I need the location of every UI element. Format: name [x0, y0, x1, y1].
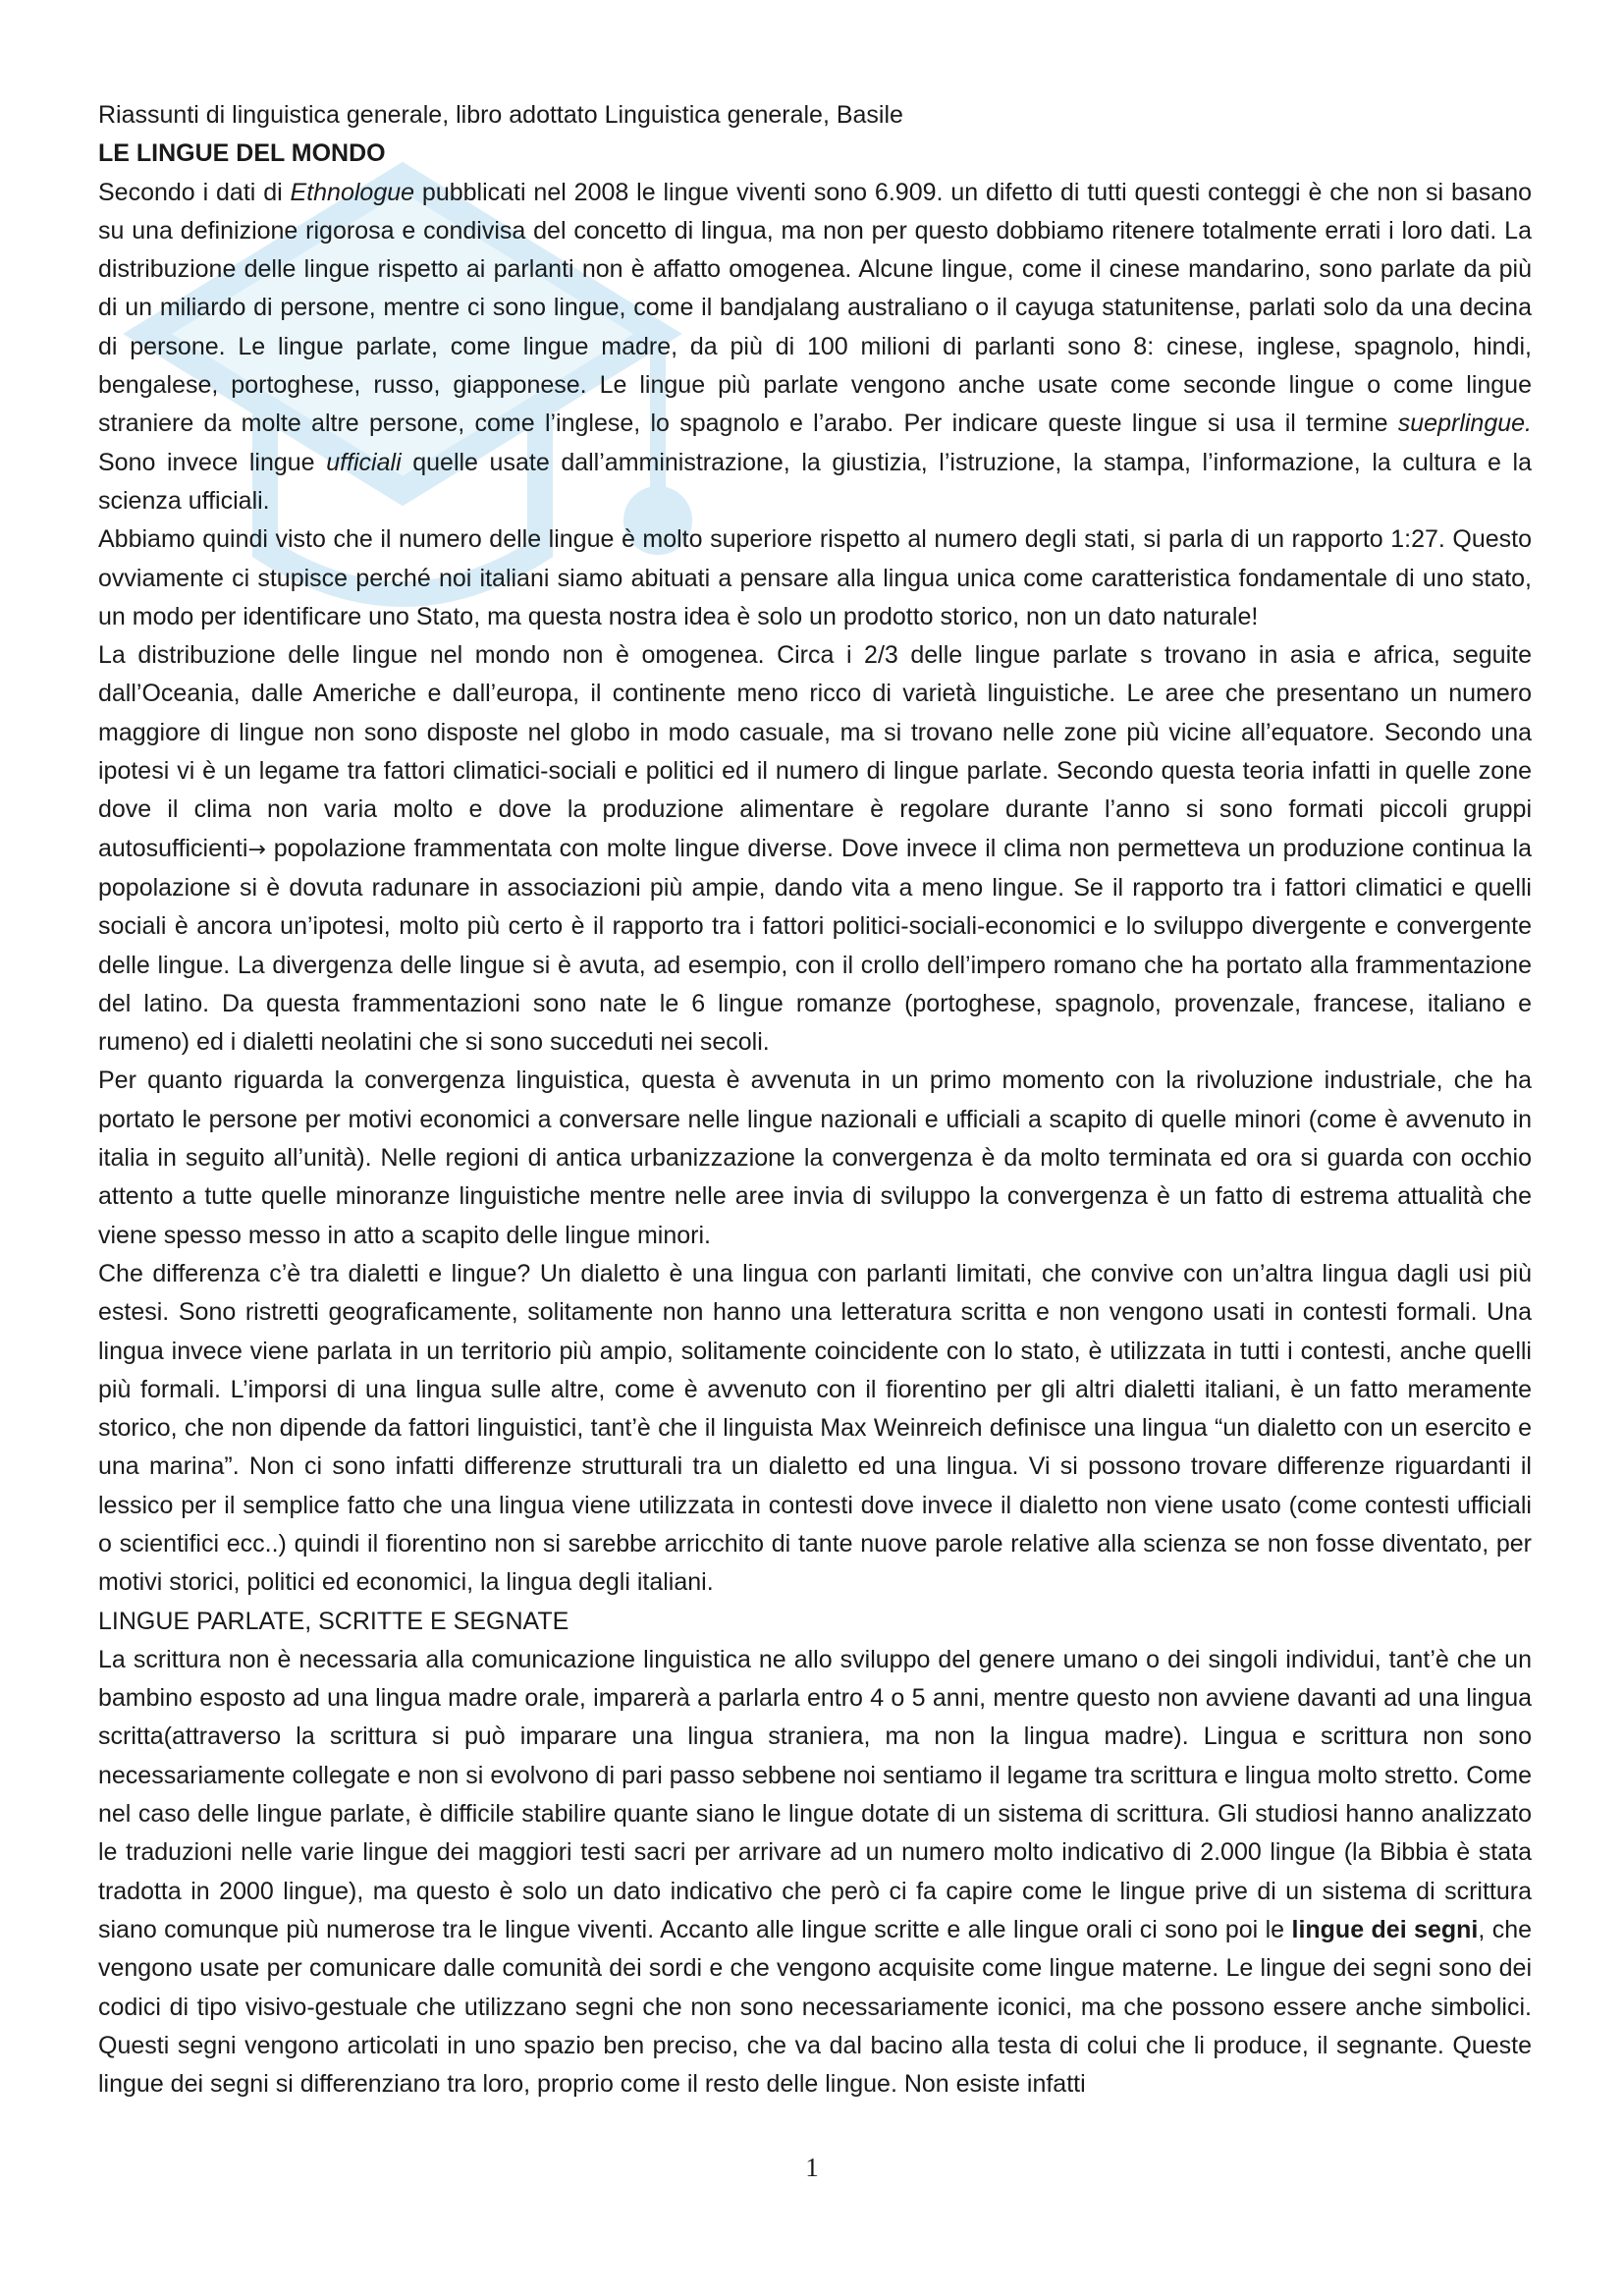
- paragraph-5: Che differenza c’è tra dialetti e lingue? Un dialetto è una lingua con parlanti limitati, che convive con un’altra lingua dagli usi più estesi. Sono ristretti geograficamente, solitamente non hanno una letteratura scritta e non vengono usati in contesti formali. Una lingua invece viene parlata in un territorio più ampio, solitamente coincidente con lo stato, è utilizzata in tutti i contesti, anche quelli più formali. L’imporsi di una lingua sulle altre, come è avvenuto con il fiorentino per gli altri dialetti italiani, è un fatto meramente storico, che non dipende da fattori linguistici, tant’è che il linguista Max Weinreich definisce una lingua “un dialetto con un esercito e una marina”. Non ci sono infatti differenze strutturali tra un dialetto ed una lingua. Vi si possono trovare differenze riguardanti il lessico per il semplice fatto che una lingua viene utilizzata in contesti dove invece il dialetto non viene usato (come contesti ufficiali o scientifici ecc..) quindi il fiorentino non si sarebbe arricchito di tante nuove parole relative alla scienza se non fosse diventato, per motivi storici, politici ed economici, la lingua degli italiani.: [98, 1259, 1532, 1597]
- paragraph-6-part-a: La scrittura non è necessaria alla comunicazione linguistica ne allo sviluppo del genere umano o dei singoli individui, tant’è che un bambino esposto ad una lingua madre orale, imparerà a parlarla entro 4 o 5 anni, mentre questo non avviene davanti ad una lingua scritta(attraverso la scrittura si può imparare una lingua straniera, ma non la lingua madre). Lingua e scrittura non sono necessariamente collegate e non si evolvono di pari passo sebbene noi sentiamo il legame tra scrittura e lingua molto stretto. Come nel caso delle lingue parlate, è difficile stabilire quante siano le lingue dotate di un sistema di scrittura. Gli studiosi hanno analizzato le traduzioni nelle varie lingue dei maggiori testi sacri per arrivare ad un numero molto indicativo di 2.000 lingue (la Bibbia è stata tradotta in 2000 lingue), ma questo è solo un dato indicativo che però ci fa capire come le lingue prive di un sistema di scrittura siano comunque più numerose tra le lingue viventi. Accanto alle lingue scritte e alle lingue orali ci sono poi le: [98, 1645, 1532, 1943]
- superlingue-term: sueprlingue.: [1397, 410, 1532, 438]
- page-number: 1: [805, 2153, 819, 2182]
- paragraph-1-part-d: quelle usate dall’amministrazione, la giustizia, l’istruzione, la stampa, l’informazione, la cultura e la scienza ufficiali.: [98, 448, 1533, 515]
- document-title: Riassunti di linguistica generale, libro adottato Linguistica generale, Basile: [98, 101, 903, 129]
- right-arrow-icon: →: [247, 837, 266, 862]
- paragraph-3-part-b: popolazione frammentata con molte lingue diverse. Dove invece il clima non permetteva un produzione continua la popolazione si è dovuta radunare in associazioni più ampie, dando vita a meno lingue. Se il rapporto tra i fattori climatici e quelli sociali è ancora un’ipotesi, molto più certo è il rapporto tra i fattori politici-sociali-economici e lo sviluppo divergente e convergente delle lingue. La divergenza delle lingue si è avuta, ad esempio, con il crollo dell’impero romano che ha portato alla frammentazione del latino. Da questa frammentazioni sono nate le 6 lingue romanze (portoghese, spagnolo, provenzale, francese, italiano e rumeno) ed i dialetti neolatini che si sono succeduti nei secoli.: [98, 834, 1532, 1057]
- lingue-dei-segni-term: lingue dei segni: [1291, 1915, 1479, 1943]
- paragraph-2: Abbiamo quindi visto che il numero delle lingue è molto superiore rispetto al numero degli stati, si parla di un rapporto 1:27. Questo ovviamente ci stupisce perché noi italiani siamo abituati a pensare alla lingua unica come caratteristica fondamentale di uno stato, un modo per identificare uno Stato, ma questa nostra idea è solo un prodotto storico, non un dato naturale!: [98, 525, 1532, 630]
- paragraph-3-part-a: La distribuzione delle lingue nel mondo non è omogenea. Circa i 2/3 delle lingue parlate s trovano in asia e africa, seguite dall’Oceania, dalle Americhe e dall’europa, il continente meno ricco di varietà linguistiche. Le aree che presentano un numero maggiore di lingue non sono disposte nel globo in modo casuale, ma si trovano nelle zone più vicine all’equatore. Secondo una ipotesi vi è un legame tra fattori climatici-sociali e politici ed il numero di lingue parlate. Secondo questa teoria infatti in quelle zone dove il clima non varia molto e dove la produzione alimentare è regolare durante l’anno si sono formati piccoli gruppi autosufficienti: [98, 641, 1532, 862]
- paragraph-6-part-b: , che vengono usate per comunicare dalle comunità dei sordi e che vengono acquisite come lingue materne. Le lingue dei segni sono dei codici di tipo visivo-gestuale che utilizzano segni che non sono necessariamente iconici, ma che possono essere anche simbolici. Questi segni vengono articolati in uno spazio ben preciso, che va dal bacino alla testa di colui che li produce, il segnante. Queste lingue dei segni si differenziano tra loro, proprio come il resto delle lingue. Non esiste infatti: [98, 1915, 1533, 2099]
- section-heading-lingue-del-mondo: LE LINGUE DEL MONDO: [98, 139, 386, 168]
- ethnologue-term: Ethnologue: [290, 178, 415, 206]
- paragraph-6: [98, 1641, 1532, 2105]
- ufficiali-term: ufficiali: [326, 448, 402, 476]
- section-heading-lingue-parlate: LINGUE PARLATE, SCRITTE E SEGNATE: [98, 1607, 569, 1635]
- paragraph-3: [98, 636, 1532, 1062]
- paragraph-1-part-b: pubblicati nel 2008 le lingue viventi sono 6.909. un difetto di tutti questi conteggi è che non si basano su una definizione rigorosa e condivisa del concetto di lingua, ma non per questo dobbiamo ritenere totalmente errati i loro dati. La distribuzione delle lingue rispetto ai parlanti non è affatto omogenea. Alcune lingue, come il cinese mandarino, sono parlate da più di un miliardo di persone, mentre ci sono lingue, come il bandjalang australiano o il cayuga statunitense, parlati solo da una decina di persone. Le lingue parlate, come lingue madre, da più di 100 milioni di parlanti sono 8: cinese, inglese, spagnolo, hindi, bengalese, portoghese, russo, giapponese. Le lingue più parlate vengono anche usate come seconde lingue o come lingue straniere da molte altre persone, come l’inglese, lo spagnolo e l’arabo. Per indicare queste lingue si usa il termine: [98, 178, 1532, 438]
- document-body: [98, 96, 1532, 2104]
- paragraph-1-part-a: Secondo i dati di: [98, 178, 291, 206]
- paragraph-1: [98, 174, 1532, 521]
- paragraph-1-part-c: Sono invece lingue: [98, 448, 327, 476]
- paragraph-4: Per quanto riguarda la convergenza linguistica, questa è avvenuta in un primo momento con la rivoluzione industriale, che ha portato le persone per motivi economici a conversare nelle lingue nazionali e ufficiali a scapito di quelle minori (come è avvenuto in italia in seguito all’unità). Nelle regioni di antica urbanizzazione la convergenza è da molto terminata ed ora si guarda con occhio attento a tutte quelle minoranze linguistiche mentre nelle aree invia di sviluppo la convergenza è un fatto di estrema attualità che viene spesso messo in atto a scapito delle lingue minori.: [98, 1066, 1532, 1249]
